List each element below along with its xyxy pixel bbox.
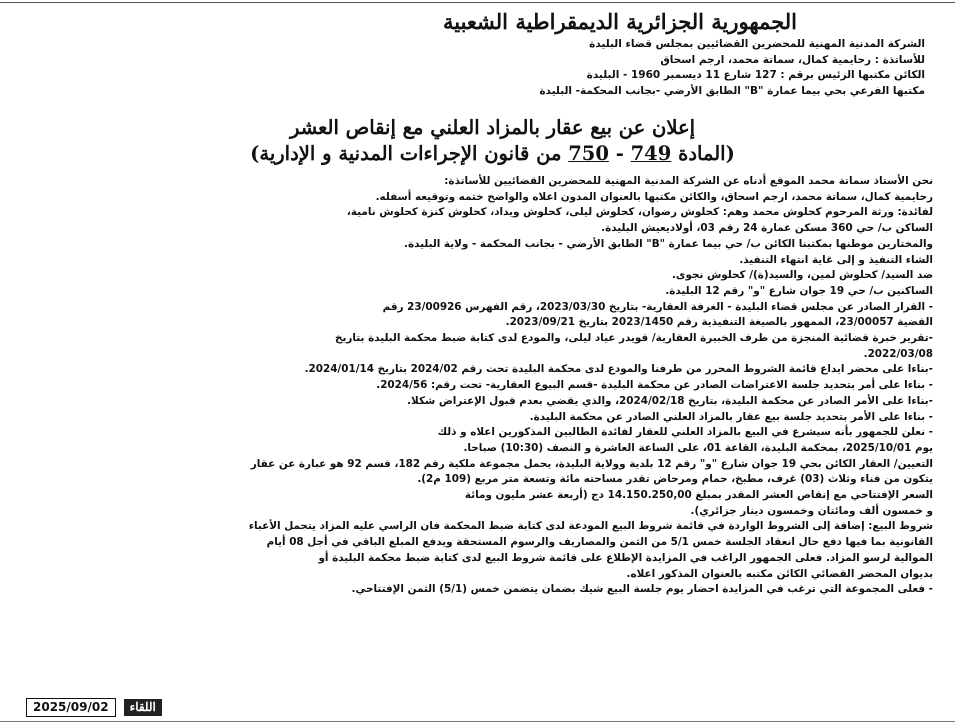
- body-line: الموالية لرسو المزاد. فعلى الجمهور الراغب في المزايدة الإطلاع على قائمة شروط البيع لدى كتابة ضبط محكمة البليدة أو: [318, 551, 933, 564]
- body-line: يوم 2025/10/01، بمحكمة البليدة، القاعة 01، على الساعة العاشرة و النصف (10:30) صباحا.: [463, 441, 933, 454]
- body-line: الساكن ب/ حي 360 مسكن عمارة 24 رقم 03، أولاديعيش البليدة.: [601, 222, 933, 235]
- republic-title: الجمهورية الجزائرية الديمقراطية الشعبية: [442, 9, 797, 34]
- subtitle-dash: -: [615, 142, 624, 165]
- body-line: يتكون من فناء وثلاث (03) غرف، مطبخ، حمام ومرحاض تقدر مساحته مائة وتسعة متر مربع (109 م2).: [417, 473, 933, 486]
- body-line: التعيين/ العقار الكائن بحي 19 جوان شارع "و" رقم 12 بلدية وولاية البليدة، يحمل مجموعة ملكية رقم 182، قسم 92 هو عبارة عن عقار: [250, 457, 933, 470]
- body-line: السعر الإفتتاحي مع إنقاص العشر المقدر بمبلغ 14.150.250,00 دج (أربعة عشر مليون ومائة: [464, 489, 933, 502]
- body-line: شروط البيع: إضافة إلى الشروط الواردة في قائمة شروط البيع المودعة لدى كتابة ضبط المحكمة فان الراسي عليه المزاد يتحمل الأعباء: [248, 520, 933, 533]
- body-line: القضية 23/00057، الممهور بالصيغة التنفيذية رقم 2023/1450 بتاريخ 2023/09/21.: [505, 316, 933, 329]
- subtitle-prefix: (المادة: [678, 142, 735, 165]
- publication-footer: [26, 698, 162, 717]
- body-line: رحايمية كمال، سماتة محمد، ارجم اسحاق، والكائن مكتبها بالعنوان المدون اعلاه والواضح ختمه وتوقيعه أسفله.: [375, 190, 933, 203]
- body-line: لفائدة: ورثة المرحوم كحلوش محمد وهم: كحلوش رضوان، كحلوش ليلى، كحلوش ويداد، كحلوش كنزة كحلوش نامية،: [346, 206, 933, 219]
- body-line: - بناءا على أمر بتحديد جلسة الاعتراضات الصادر عن محكمة البليدة -قسم البيوع العقارية- تحت رقم: 2024/56.: [376, 379, 933, 392]
- newspaper-name: اللقاء: [124, 699, 162, 716]
- body-line: ضد السيد/ كحلوش لمين، والسيد(ة)/ كحلوش نجوى.: [671, 269, 933, 282]
- body-line: - بناءا على الأمر بتحديد جلسة بيع عقار بالمزاد العلني الصادر عن محكمة البليدة.: [529, 410, 933, 423]
- body-line: -تقرير خبرة قضائية المنجزة من طرف الخبيرة العقارية/ قويدر عياد ليلى، والمودع لدى كتابة ضبط محكمة البليدة بتاريخ: [335, 332, 933, 345]
- branch-office-address: مكتبها الفرعي بحي بيما عمارة "B" الطابق الأرضي -بجانب المحكمة- البليدة: [539, 84, 925, 97]
- body-line: نحن الأستاذ سماتة محمد الموقع أدناه عن الشركة المدنية المهنية للمحضرين القضائيين للأساتذة:: [444, 175, 933, 187]
- body-line: بديوان المحضر القضائي الكائن مكتبه بالعنوان المذكور اعلاه.: [626, 567, 933, 580]
- body-line: و خمسون ألف ومائتان وخمسون دينار جزائري).: [690, 504, 933, 517]
- article-749: 749: [630, 142, 672, 165]
- body-line: الشاء التنفيذ و إلى غاية انتهاء التنفيذ.: [739, 253, 933, 266]
- body-line: -بناءا على الأمر الصادر عن محكمة البليدة، بتاريخ 2024/02/18، والذي يقضي بعدم قبول الإعتراض شكلا.: [407, 394, 933, 407]
- announcement-title: إعلان عن بيع عقار بالمزاد العلني مع إنقاص العشر: [289, 116, 696, 139]
- body-line: القانونية بما فيها دفع حال انعقاد الجلسة خمس 5/1 من الثمن والمصاريف والرسوم المستحقة ويدفع المبلغ الباقي في أجل 08 أيام: [266, 536, 933, 549]
- announcement-body: [14, 174, 933, 598]
- subtitle-suffix: من قانون الإجراءات المدنية و الإدارية): [250, 142, 562, 165]
- main-office-address: الكائن مكتبها الرئيس برقم : 127 شارع 11 ديسمبر 1960 - البليدة: [586, 69, 925, 81]
- body-line: -بناءا على محضر ايداع قائمة الشروط المحرر من طرفنا والمودع لدى محكمة البليدة تحت رقم 2024/02 بتاريخ 2024/01/14.: [304, 363, 933, 376]
- body-line: - فعلى المجموعة التي ترغب في المزايدة احضار يوم جلسة البيع شيك بضمان يتضمن خمس (5/1) الثمن الإفتتاحي.: [351, 583, 933, 596]
- article-750: 750: [568, 142, 609, 165]
- company-name-line: الشركة المدنية المهنية للمحضرين القضائيين بمجلس قضاء البليدة: [589, 38, 925, 50]
- body-line: الساكنين ب/ حي 19 جوان شارع "و" رقم 12 البليدة.: [665, 284, 933, 297]
- bailiffs-names-line: للأساتذة : رحايمية كمال، سماتة محمد، ارجم اسحاق: [660, 53, 925, 66]
- publication-date: 2025/09/02: [26, 698, 116, 717]
- body-line: - القرار الصادر عن مجلس قضاء البليدة - الغرفة العقارية- بتاريخ 2023/03/30، رقم الفهرس 23/00926 رقم: [382, 300, 933, 313]
- body-line: - نعلن للجمهور بأنه سيشرع في البيع بالمزاد العلني للعقار لفائدة الطالبين المذكورين اعلاه و ذلك: [437, 426, 933, 439]
- body-line: والمختارين موطنها بمكتبنا الكائن ب/ حي بيما عمارة "B" الطابق الأرضي - بجانب المحكمة - ولاية البليدة.: [404, 237, 933, 250]
- announcement-heading: [60, 115, 925, 167]
- letterhead: [315, 10, 925, 99]
- bottom-divider: [0, 721, 955, 722]
- body-line: 2022/03/08.: [863, 347, 933, 360]
- announcement-subtitle: [60, 141, 925, 167]
